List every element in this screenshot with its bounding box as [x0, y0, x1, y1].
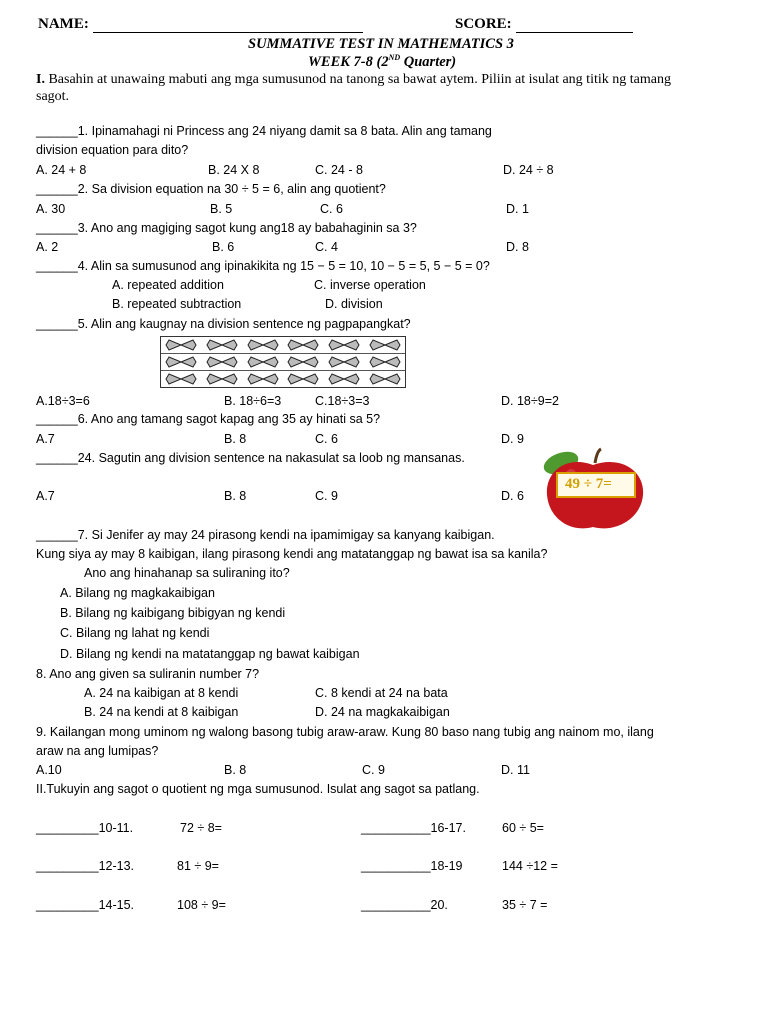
q2-choice-b[interactable]: B. 5: [210, 202, 233, 216]
page-title: SUMMATIVE TEST IN MATHEMATICS 3: [248, 36, 514, 52]
question-24: ______24. Sagutin ang division sentence na nakasulat sa loob ng mansanas.: [36, 451, 465, 465]
question-7-ask: Ano ang hinahanap sa suliraning ito?: [84, 566, 290, 580]
q4-choice-b[interactable]: B. repeated subtraction: [112, 297, 242, 311]
q24-choice-b[interactable]: B. 8: [224, 489, 247, 503]
butterfly-row: [161, 337, 405, 354]
q1-choice-a[interactable]: A. 24 + 8: [36, 163, 87, 177]
q5-choice-c[interactable]: C.18÷3=3: [315, 394, 370, 408]
butterfly-icon: [165, 356, 197, 368]
p2-expr-18-19: 144 ÷12 =: [502, 859, 558, 873]
q7-choice-a[interactable]: A. Bilang ng magkakaibigan: [60, 586, 215, 600]
butterfly-icon: [206, 373, 238, 385]
question-6: ______6. Ano ang tamang sagot kapag ang 35 ay hinati sa 5?: [36, 412, 381, 426]
part2-instructions: II.Tukuyin ang sagot o quotient ng mga sumusunod. Isulat ang sagot sa patlang.: [36, 782, 480, 796]
question-1-cont: division equation para dito?: [36, 143, 189, 157]
q8-choice-a[interactable]: A. 24 na kaibigan at 8 kendi: [84, 686, 239, 700]
apple-image: [537, 447, 649, 533]
score-field[interactable]: [516, 32, 633, 33]
p2-item-18-19[interactable]: __________18-19: [361, 859, 463, 873]
butterfly-icon: [369, 339, 401, 351]
q24-choice-c[interactable]: C. 9: [315, 489, 338, 503]
butterfly-row: [161, 354, 405, 371]
q3-choice-b[interactable]: B. 6: [212, 240, 235, 254]
p2-expr-12-13: 81 ÷ 9=: [177, 859, 219, 873]
question-4: ______4. Alin sa sumusunod ang ipinakikita ng 15 − 5 = 10, 10 − 5 = 5, 5 − 5 = 0?: [36, 259, 490, 273]
butterfly-icon: [247, 356, 279, 368]
q4-choice-c[interactable]: C. inverse operation: [314, 278, 426, 292]
p2-expr-16-17: 60 ÷ 5=: [502, 821, 544, 835]
butterfly-icon: [328, 356, 360, 368]
q9-choice-c[interactable]: C. 9: [362, 763, 385, 777]
butterfly-icon: [206, 356, 238, 368]
butterfly-icon: [247, 339, 279, 351]
question-7: ______7. Si Jenifer ay may 24 pirasong kendi na ipamimigay sa kanyang kaibigan.: [36, 528, 495, 542]
p2-expr-10-11: 72 ÷ 8=: [180, 821, 222, 835]
q24-choice-d[interactable]: D. 6: [501, 489, 524, 503]
q3-choice-d[interactable]: D. 8: [506, 240, 529, 254]
q6-choice-c[interactable]: C. 6: [315, 432, 338, 446]
butterfly-icon: [165, 373, 197, 385]
part1-instructions: I. Basahin at unawaing mabuti ang mga sumusunod na tanong sa bawat aytem. Piliin at isulat ang titik ng tamang: [36, 72, 671, 87]
q8-choice-d[interactable]: D. 24 na magkakaibigan: [315, 705, 450, 719]
p2-item-14-15[interactable]: _________14-15.: [36, 898, 135, 912]
butterfly-icon: [369, 356, 401, 368]
q5-choice-d[interactable]: D. 18÷9=2: [501, 394, 559, 408]
q5-choice-a[interactable]: A.18÷3=6: [36, 394, 90, 408]
question-8: 8. Ano ang given sa suliranin number 7?: [36, 667, 260, 681]
q24-choice-a[interactable]: A.7: [36, 489, 55, 503]
q4-choice-d[interactable]: D. division: [325, 297, 383, 311]
butterfly-icon: [165, 339, 197, 351]
q7-choice-b[interactable]: B. Bilang ng kaibigang bibigyan ng kendi: [60, 606, 286, 620]
q2-choice-a[interactable]: A. 30: [36, 202, 66, 216]
q3-choice-a[interactable]: A. 2: [36, 240, 59, 254]
q9-choice-b[interactable]: B. 8: [224, 763, 247, 777]
name-field[interactable]: [93, 32, 363, 33]
p2-item-16-17[interactable]: __________16-17.: [361, 821, 466, 835]
q2-choice-d[interactable]: D. 1: [506, 202, 529, 216]
p2-item-20[interactable]: __________20.: [361, 898, 448, 912]
butterfly-icon: [287, 356, 319, 368]
q8-choice-b[interactable]: B. 24 na kendi at 8 kaibigan: [84, 705, 239, 719]
week-label: WEEK 7-8 (2ND Quarter): [308, 53, 457, 70]
q6-choice-b[interactable]: B. 8: [224, 432, 247, 446]
butterfly-icon: [328, 373, 360, 385]
p2-expr-14-15: 108 ÷ 9=: [177, 898, 226, 912]
score-label: SCORE:: [455, 16, 512, 32]
q5-choice-b[interactable]: B. 18÷6=3: [224, 394, 282, 408]
butterfly-groups-image: [160, 336, 406, 388]
q1-choice-d[interactable]: D. 24 ÷ 8: [503, 163, 554, 177]
p2-expr-20: 35 ÷ 7 =: [502, 898, 548, 912]
q9-choice-a[interactable]: A.10: [36, 763, 62, 777]
q1-choice-c[interactable]: C. 24 - 8: [315, 163, 363, 177]
name-label: NAME:: [38, 16, 89, 32]
p2-item-10-11[interactable]: _________10-11.: [36, 821, 134, 835]
question-7-cont: Kung siya ay may 8 kaibigan, ilang pirasong kendi ang matatanggap ng bawat isa sa kanila?: [36, 547, 548, 561]
butterfly-icon: [287, 373, 319, 385]
q4-choice-a[interactable]: A. repeated addition: [112, 278, 224, 292]
q9-choice-d[interactable]: D. 11: [501, 763, 530, 777]
q7-choice-d[interactable]: D. Bilang ng kendi na matatanggap ng bawat kaibigan: [60, 647, 360, 661]
butterfly-icon: [328, 339, 360, 351]
q3-choice-c[interactable]: C. 4: [315, 240, 338, 254]
q1-choice-b[interactable]: B. 24 X 8: [208, 163, 260, 177]
question-9-cont: araw na ang lumipas?: [36, 744, 159, 758]
q8-choice-c[interactable]: C. 8 kendi at 24 na bata: [315, 686, 448, 700]
q2-choice-c[interactable]: C. 6: [320, 202, 343, 216]
question-1: ______1. Ipinamahagi ni Princess ang 24 niyang damit sa 8 bata. Alin ang tamang: [36, 124, 492, 138]
question-5: ______5. Alin ang kaugnay na division sentence ng pagpapangkat?: [36, 317, 411, 331]
q6-choice-d[interactable]: D. 9: [501, 432, 524, 446]
part1-instructions-cont: sagot.: [36, 89, 70, 104]
butterfly-icon: [206, 339, 238, 351]
butterfly-row: [161, 371, 405, 387]
question-2: ______2. Sa division equation na 30 ÷ 5 = 6, alin ang quotient?: [36, 182, 386, 196]
butterfly-icon: [287, 339, 319, 351]
question-9: 9. Kailangan mong uminom ng walong basong tubig araw-araw. Kung 80 baso nang tubig ang nainom mo, ilang: [36, 725, 654, 739]
p2-item-12-13[interactable]: _________12-13.: [36, 859, 135, 873]
apple-equation: 49 ÷ 7=: [565, 476, 612, 492]
butterfly-icon: [369, 373, 401, 385]
butterfly-icon: [247, 373, 279, 385]
q6-choice-a[interactable]: A.7: [36, 432, 55, 446]
question-3: ______3. Ano ang magiging sagot kung ang18 ay babahaginin sa 3?: [36, 221, 417, 235]
q7-choice-c[interactable]: C. Bilang ng lahat ng kendi: [60, 626, 210, 640]
